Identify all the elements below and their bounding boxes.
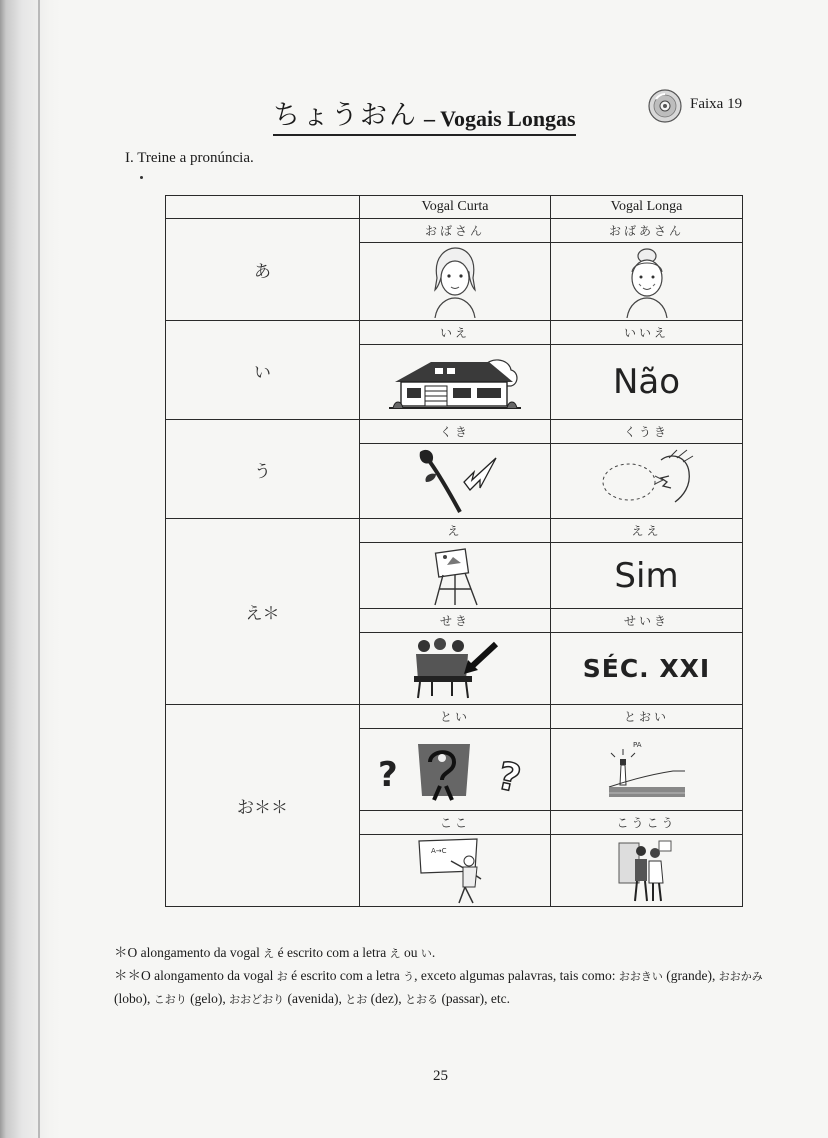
- footnote-1: [114, 942, 764, 965]
- note2-word-5: とお: [345, 993, 368, 1006]
- vowel-label-a: あ: [166, 219, 360, 321]
- word-long: せいき: [551, 609, 743, 633]
- page-title: [273, 92, 576, 136]
- vowel-label-i: い: [166, 321, 360, 420]
- note2-gloss-3: (gelo),: [186, 991, 230, 1006]
- word-long: とおい: [551, 705, 743, 729]
- note1-end: .: [431, 945, 436, 960]
- note2-gloss-1: (grande),: [662, 968, 719, 983]
- footnote-2: [114, 965, 764, 1011]
- note2-gloss-5: (dez),: [367, 991, 406, 1006]
- word-nao: Não: [612, 362, 681, 402]
- note1-ou: ou: [400, 945, 421, 960]
- note1-vowel: え: [263, 947, 275, 960]
- vowel-table: [165, 195, 743, 907]
- instruction-text: I. Treine a pronúncia.: [125, 150, 254, 166]
- image-young-woman: [360, 243, 551, 321]
- audio-track-label: Faixa 19: [690, 96, 743, 112]
- note2-gloss-4: (avenida),: [284, 991, 346, 1006]
- image-lighthouse: [551, 729, 743, 811]
- header-long-vowel: Vogal Longa: [551, 196, 743, 219]
- easel-painting-drawing: [425, 545, 485, 607]
- page-number: 25: [433, 1068, 448, 1084]
- house-drawing: [385, 350, 525, 414]
- vowel-label-u: う: [166, 420, 360, 519]
- word-short: いえ: [360, 321, 551, 345]
- note2-rest: , exceto algumas palavras, tais como:: [414, 968, 619, 983]
- vowel-label-o: お＊＊: [166, 705, 360, 907]
- note2-word-3: こおり: [153, 993, 187, 1006]
- word-long: いいえ: [551, 321, 743, 345]
- note2-gloss-2: (lobo),: [114, 991, 154, 1006]
- word-sec-xxi: SÉC. XXI: [582, 654, 711, 683]
- image-seated-people: [360, 633, 551, 705]
- word-short: くき: [360, 420, 551, 444]
- rose-stem-with-arrow-drawing: [410, 446, 500, 516]
- image-house: [360, 345, 551, 420]
- note1-letter-e: え: [389, 947, 401, 960]
- footnotes: [114, 942, 764, 1011]
- word-short: おばさん: [360, 219, 551, 243]
- image-old-woman: [551, 243, 743, 321]
- note2-word-4: おおどおり: [229, 993, 285, 1006]
- question-marks-figure-drawing: [370, 732, 540, 808]
- note2-prefix: ＊＊O alongamento da vogal: [114, 968, 277, 983]
- word-long: ええ: [551, 519, 743, 543]
- book-spine-shadow: [0, 0, 62, 1138]
- young-woman-face-drawing: [425, 246, 485, 318]
- image-rose-stem: [360, 444, 551, 519]
- book-gutter-line: [38, 0, 40, 1138]
- header-short-vowel: Vogal Curta: [360, 196, 551, 219]
- students-at-school-drawing: [617, 837, 677, 905]
- image-sec-text: [551, 633, 743, 705]
- title-portuguese: [424, 106, 576, 132]
- image-question: [360, 729, 551, 811]
- image-teacher: [360, 835, 551, 907]
- distant-lighthouse-drawing: [607, 735, 687, 805]
- header-empty: [166, 196, 360, 219]
- word-short: ここ: [360, 811, 551, 835]
- people-seated-with-arrow-drawing: [410, 636, 500, 702]
- note2-word-6: とおる: [405, 993, 439, 1006]
- svg-text:?: ?: [493, 752, 525, 801]
- teacher-at-blackboard-drawing: [415, 837, 495, 905]
- word-short: え: [360, 519, 551, 543]
- svg-text:?: ?: [378, 754, 398, 795]
- cd-icon[interactable]: [648, 89, 682, 123]
- note2-word-2: おおかみ: [718, 970, 763, 983]
- image-students: [551, 835, 743, 907]
- word-short: とい: [360, 705, 551, 729]
- note1-mid: é escrito com a letra: [274, 945, 390, 960]
- title-japanese: ちょうおん: [273, 100, 418, 131]
- old-woman-face-drawing: [617, 246, 677, 318]
- title-dash: –: [424, 106, 435, 131]
- image-nao-text: [551, 345, 743, 420]
- person-blowing-air-drawing: [597, 446, 697, 516]
- image-sim-text: [551, 543, 743, 609]
- note2-vowel: お: [276, 970, 288, 983]
- note2-word-1: おおきい: [618, 970, 663, 983]
- word-long: おばあさん: [551, 219, 743, 243]
- note2-letter-u: う: [403, 970, 415, 983]
- stray-dot: [140, 176, 143, 179]
- note1-letter-i: い: [420, 947, 432, 960]
- note1-prefix: ＊O alongamento da vogal: [114, 945, 264, 960]
- title-portuguese-text: Vogais Longas: [440, 106, 576, 131]
- word-sim: Sim: [614, 555, 679, 596]
- word-short: せき: [360, 609, 551, 633]
- image-air: [551, 444, 743, 519]
- image-easel: [360, 543, 551, 609]
- word-long: こうこう: [551, 811, 743, 835]
- word-long: くうき: [551, 420, 743, 444]
- note2-gloss-6: (passar), etc.: [438, 991, 511, 1006]
- note2-mid: é escrito com a letra: [287, 968, 404, 983]
- vowel-label-e: え＊: [166, 519, 360, 705]
- svg-text:A→C: A→C: [431, 846, 447, 855]
- svg-text:PA: PA: [632, 740, 642, 749]
